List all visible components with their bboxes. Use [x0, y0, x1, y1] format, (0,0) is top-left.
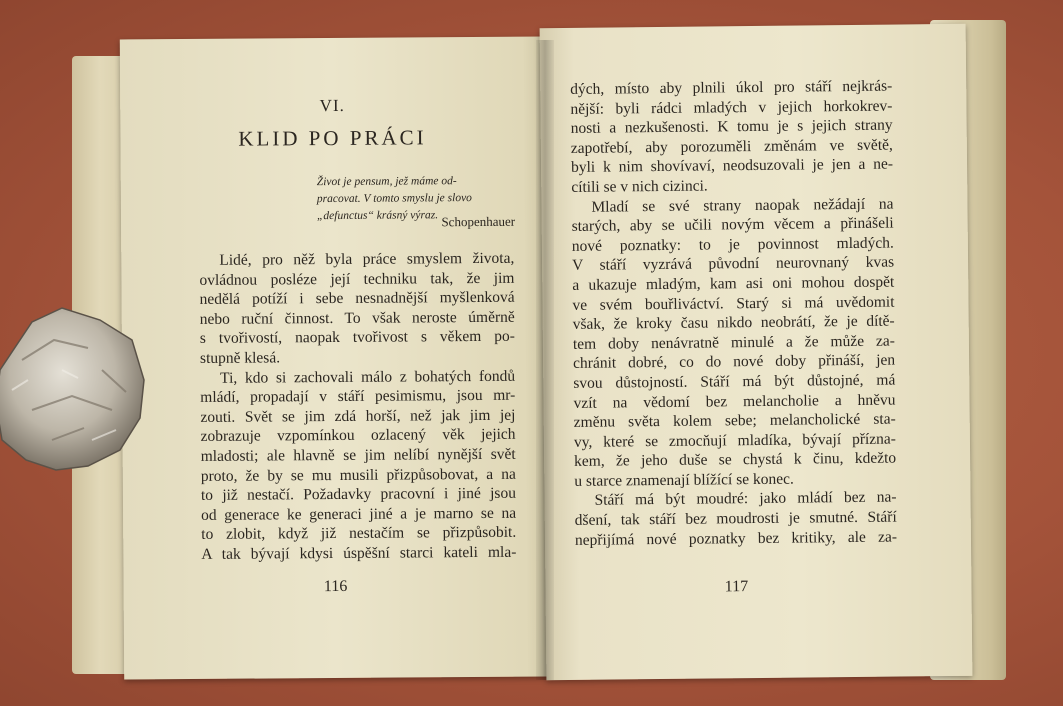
- stone-paperweight: [0, 300, 152, 480]
- text-line: kem, že jeho duše se chystá k činu, kdežto: [574, 449, 897, 471]
- motto-line: „defunctus“ krásný výraz.: [316, 209, 439, 223]
- motto-line: Život je pensum, jež máme od-: [316, 175, 457, 189]
- left-page: [120, 37, 548, 680]
- text-line: změnu světa kolem sebe; melancholické sta-: [573, 410, 896, 432]
- chapter-number: VI.: [319, 95, 345, 116]
- page-number-right: 117: [724, 578, 749, 596]
- text-line: vy, které se zmocňují mladíka, bývají přízna-: [573, 430, 897, 451]
- text-line: ve svém bouřliváctví. Starý si má uvědomit: [572, 293, 895, 314]
- text-line: Lidé, pro něž byla práce smyslem života,: [219, 249, 515, 269]
- text-line: mladosti; ale hlavně se jim nelíbí nynější svět: [200, 445, 516, 465]
- text-line: to zlobit, když již nestačím se přizpůsobit.: [201, 524, 517, 544]
- text-line: nové poznatky: to je povinnost mladých.: [571, 234, 894, 255]
- text-line: s tvořivostí, naopak tvořivost s věkem po-: [199, 328, 515, 348]
- right-page: [540, 24, 973, 680]
- text-line: dšení, tak stáří bez moudrosti je smutné. Stáří: [574, 508, 897, 529]
- text-line: nedělá potíží i sebe nesnadnější myšlenková: [199, 288, 515, 309]
- text-line: starých, aby se učili novým věcem a přinášeli: [571, 214, 894, 236]
- text-line: to již nestačí. Požadavky pracovní i jiné jsou: [200, 484, 517, 505]
- text-line: chránit dobré, co do nové doby přináší, jen: [573, 351, 896, 373]
- text-line: od generace ke generaci jiné a je marno se na: [201, 504, 517, 524]
- text-line: nepřijímá nové poznatky bez kritiky, ale za-: [574, 528, 898, 549]
- page-number-left: 116: [323, 577, 348, 596]
- text-line: A tak bývají kdysi úspěšní starci kateli mla-: [201, 543, 517, 563]
- text-line: nosti a nezkušenosti. K tomu je s jejich strany: [570, 116, 893, 138]
- text-line: zobrazuje vzpomínkou ozlacený věk jejich: [200, 426, 516, 446]
- text-line: vzít na vědomí bez melancholie a hněvu: [573, 391, 896, 412]
- text-line: a ukazuje mladým, kam asi oni mohou dospět: [572, 273, 895, 294]
- text-line: Mladí se své strany naopak nežádají na: [591, 195, 894, 216]
- text-line: proto, že by se mu musili přizpůsobovat, a na: [200, 465, 516, 485]
- text-line: u starce znamenají blížící se konec.: [574, 470, 794, 490]
- right-page-text: [570, 77, 897, 551]
- motto-line: pracovat. V tomto smyslu je slovo: [316, 192, 472, 206]
- book-gutter: [536, 40, 554, 680]
- text-line: zouti. Svět se jim zdá horší, než jak jim jej: [200, 406, 516, 426]
- left-page-text: [199, 249, 516, 565]
- text-line: nější: byli rádci mladých v jejich horkokrev-: [570, 97, 893, 118]
- text-line: svou důstojností. Stáří má být důstojné, má: [573, 371, 896, 392]
- text-line: cítili se v nich cizinci.: [571, 177, 708, 196]
- text-line: byli k nim shovívaví, neodsuzovali je jen a ne-: [570, 155, 894, 177]
- text-line: V stáří vyzrává původní neurovnaný kvas: [571, 253, 895, 275]
- text-line: stupně klesá.: [199, 349, 281, 367]
- motto-author: Schopenhauer: [441, 213, 516, 230]
- text-line: zapotřebí, aby porozuměli změnám ve světě,: [570, 136, 893, 157]
- chapter-title: KLID PO PRÁCI: [238, 125, 427, 151]
- text-line: ovládnou posléze její techniku tak, že jim: [199, 269, 515, 289]
- text-line: mládí, propadají v stáří pesimismu, jsou mr-: [200, 386, 516, 407]
- text-line: však, že kroky času nikdo neobrátí, že je dítě-: [572, 312, 895, 334]
- text-line: dých, místo aby plnili úkol pro stáří nejkrás-: [570, 77, 893, 98]
- text-line: tem doby nenávratně minulé a že může za-: [572, 332, 895, 353]
- text-line: Ti, kdo si zachovali málo z bohatých fondů: [220, 367, 516, 387]
- text-line: Stáří má být moudré: jako mládí bez na-: [594, 489, 897, 510]
- text-line: nebo ruční činnost. To však neroste úměrně: [199, 308, 515, 328]
